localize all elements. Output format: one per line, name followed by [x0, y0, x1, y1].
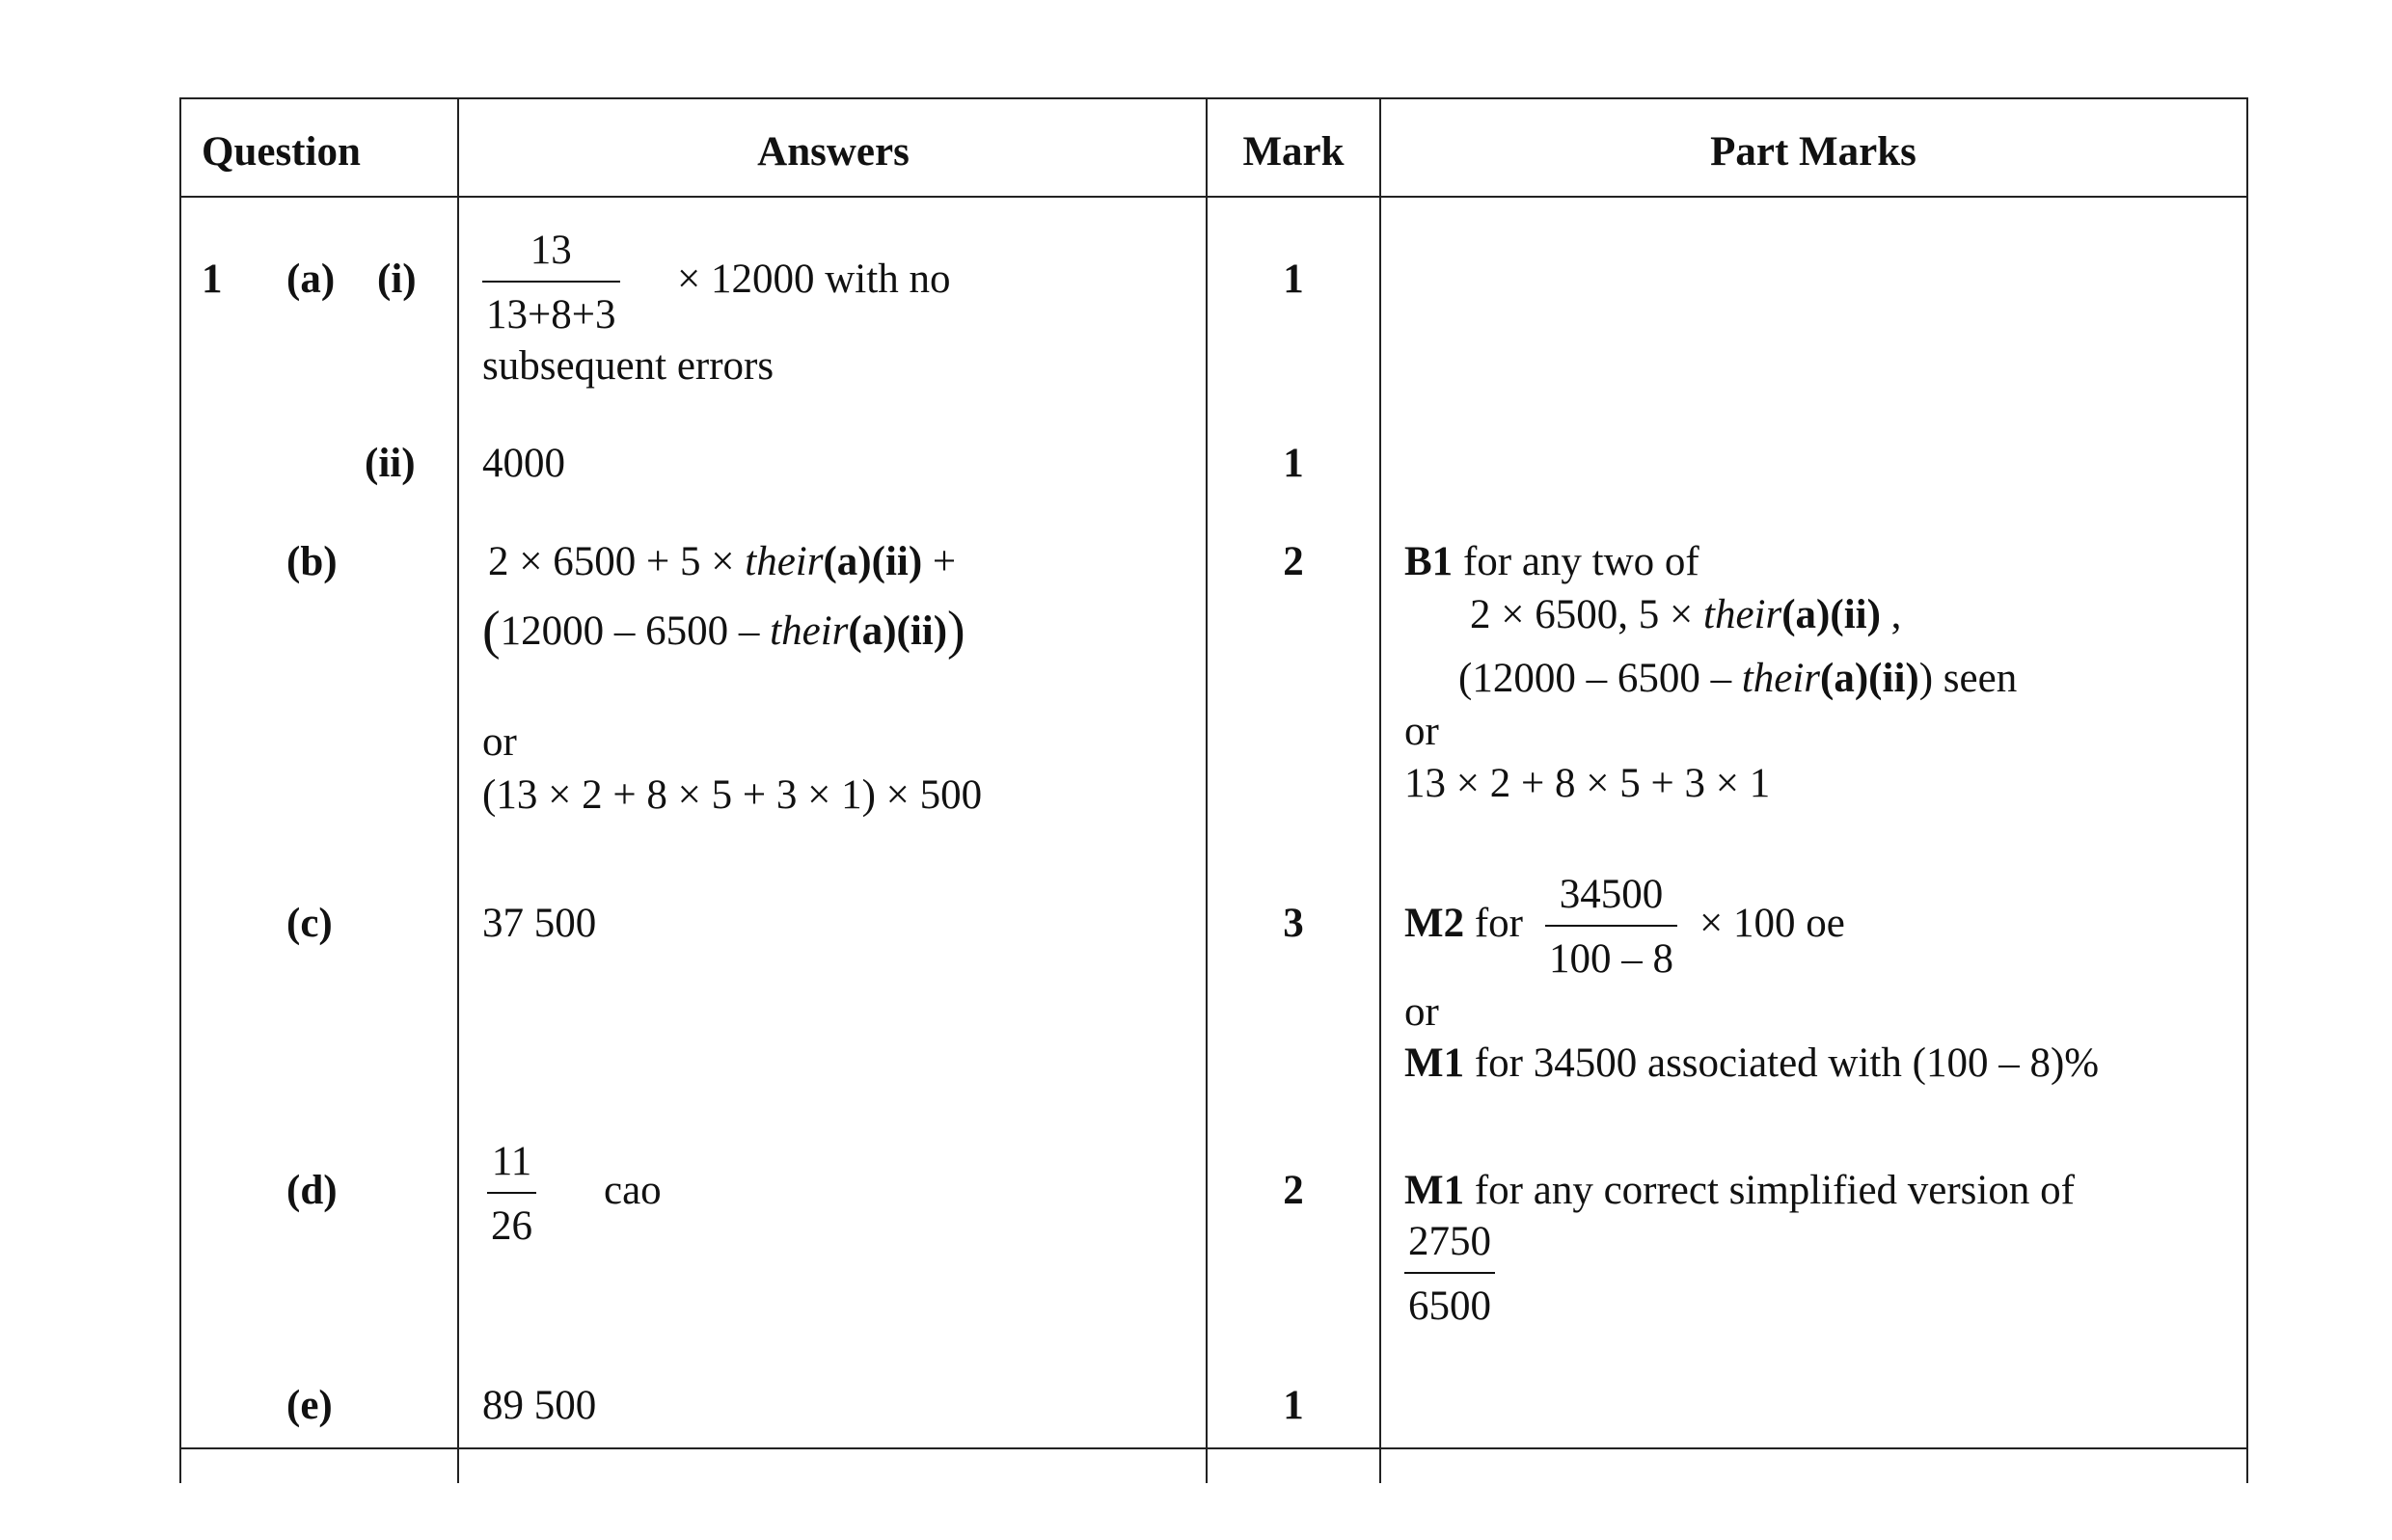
- part-marks-line-1: [1404, 903, 1523, 944]
- mark-code: M1: [1404, 1168, 1465, 1213]
- part-reference: (a)(ii): [1781, 592, 1881, 637]
- part-reference: (a)(ii): [848, 608, 948, 654]
- table-top-border: [179, 97, 2248, 99]
- answer-text: × 12000 with no: [677, 257, 951, 302]
- part-marks-text: for 34500 associated with (100 – 8)%: [1464, 1040, 2100, 1086]
- table-bottom-border: [179, 1447, 2248, 1449]
- fraction-bar: [1404, 1272, 1495, 1274]
- fraction-bar: [482, 281, 620, 283]
- answer-text: 4000: [482, 441, 565, 486]
- column-divider-answers: [1206, 97, 1208, 1483]
- answer-line-1: [488, 541, 956, 582]
- part-marks-fraction: [1404, 1221, 1495, 1327]
- mark-value: 1: [1283, 441, 1304, 486]
- part-marks-line-2: [1404, 1042, 2099, 1084]
- part-marks-text: for: [1464, 901, 1523, 946]
- part-reference: (a)(ii): [823, 539, 923, 584]
- mark-code: M2: [1404, 901, 1465, 946]
- answer-text-line2: subsequent errors: [482, 343, 775, 389]
- part-marks-line-3: [1458, 658, 2017, 699]
- fraction-numerator: 13: [530, 228, 572, 273]
- their-label: their: [745, 539, 824, 584]
- question-number: 1: [202, 257, 223, 302]
- header-bottom-border: [179, 196, 2248, 198]
- table-right-border: [2246, 97, 2248, 1448]
- fraction-denominator: 100 – 8: [1549, 936, 1673, 982]
- fraction-denominator: 13+8+3: [486, 292, 616, 338]
- part-marks-text: ,: [1880, 592, 1902, 637]
- column-divider-mark: [1379, 97, 1381, 1483]
- part-marks-text: for any correct simplified version of: [1464, 1168, 2075, 1213]
- answer-fraction: [487, 1141, 536, 1247]
- part-marks-text: ) seen: [1918, 656, 2018, 701]
- header-answers: Answers: [757, 129, 910, 175]
- fraction-denominator: 26: [491, 1203, 532, 1249]
- question-part-d: (d): [286, 1168, 338, 1213]
- part-marks-line-4: 13 × 2 + 8 × 5 + 3 × 1: [1404, 761, 1771, 806]
- header-mark: Mark: [1242, 129, 1345, 175]
- continuation-stub: [179, 1447, 181, 1483]
- mark-value: 1: [1283, 1383, 1304, 1428]
- part-marks-line-2: [1470, 594, 1901, 635]
- question-subpart-ii: (ii): [365, 441, 416, 486]
- fraction-bar: [487, 1192, 536, 1194]
- part-marks-line-1: [1404, 541, 1699, 582]
- their-label: their: [1703, 592, 1782, 637]
- answer-text: +: [922, 539, 957, 584]
- answer-or: or: [482, 719, 517, 765]
- mark-value: 2: [1283, 539, 1304, 584]
- part-marks-line-1: [1404, 1170, 2075, 1211]
- mark-value: 3: [1283, 901, 1304, 946]
- fraction-numerator: 34500: [1559, 872, 1664, 917]
- part-marks-fraction: [1545, 874, 1677, 980]
- answer-text: 37 500: [482, 901, 597, 946]
- their-label: their: [1741, 656, 1821, 701]
- question-part-a: (a): [286, 257, 336, 302]
- fraction-numerator: 2750: [1408, 1219, 1491, 1264]
- question-part-b: (b): [286, 539, 338, 584]
- mark-value: 1: [1283, 257, 1304, 302]
- question-part-c: (c): [286, 901, 333, 946]
- their-label: their: [770, 608, 849, 654]
- part-marks-text: (12000 – 6500 –: [1458, 656, 1742, 701]
- close-bracket: ): [947, 601, 965, 661]
- part-marks-text: 2 × 6500, 5 ×: [1470, 592, 1704, 637]
- part-marks-or: or: [1404, 709, 1439, 754]
- mark-code: M1: [1404, 1040, 1465, 1086]
- fraction-numerator: 11: [491, 1139, 532, 1184]
- answer-line-3: (13 × 2 + 8 × 5 + 3 × 1) × 500: [482, 772, 983, 818]
- fraction-bar: [1545, 925, 1677, 927]
- header-question: Question: [202, 129, 361, 175]
- answer-text: cao: [604, 1168, 662, 1213]
- answer-text: 89 500: [482, 1383, 597, 1428]
- column-divider-question: [457, 97, 459, 1483]
- answer-fraction: [482, 230, 620, 336]
- part-reference: (a)(ii): [1820, 656, 1919, 701]
- part-marks-text: for any two of: [1453, 539, 1699, 584]
- answer-text: 2 × 6500 + 5 ×: [488, 539, 746, 584]
- question-part-e: (e): [286, 1383, 333, 1428]
- question-subpart-i: (i): [377, 257, 417, 302]
- table-left-border: [179, 97, 181, 1448]
- header-part-marks: Part Marks: [1710, 129, 1916, 175]
- mark-value: 2: [1283, 1168, 1304, 1213]
- mark-code: B1: [1404, 539, 1454, 584]
- part-marks-or: or: [1404, 989, 1439, 1035]
- fraction-denominator: 6500: [1408, 1283, 1491, 1329]
- open-bracket: (: [482, 601, 501, 661]
- answer-line-2: [482, 600, 965, 661]
- continuation-stub: [2246, 1447, 2248, 1483]
- answer-text: 12000 – 6500 –: [500, 608, 771, 654]
- part-marks-text: × 100 oe: [1699, 901, 1845, 946]
